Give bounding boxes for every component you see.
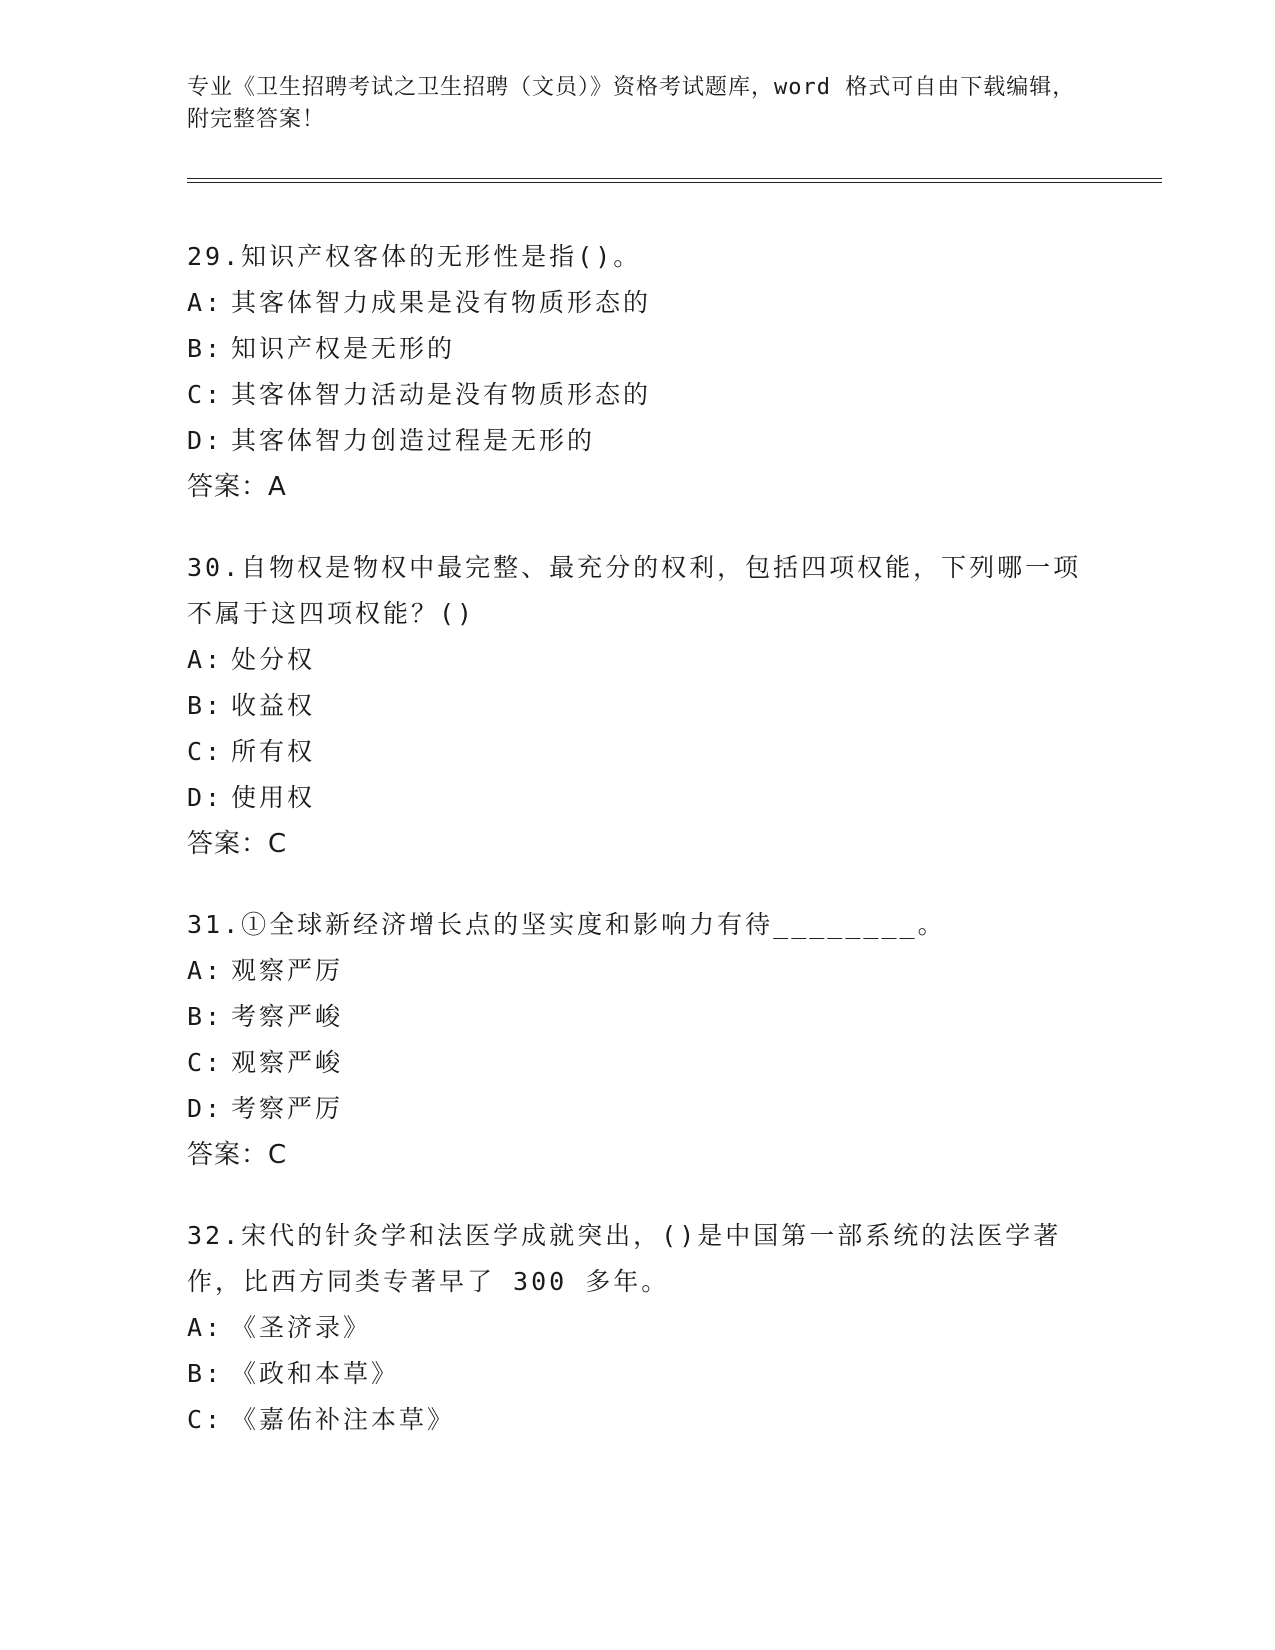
question-30 (187, 545, 1087, 867)
option-c (187, 1040, 1087, 1086)
question-29 (187, 234, 1087, 510)
option-d (187, 1086, 1087, 1132)
option-b (187, 994, 1087, 1040)
option-c (187, 1397, 1087, 1443)
option-d (187, 418, 1087, 464)
document-header: 专业《卫生招聘考试之卫生招聘（文员）》资格考试题库，word 格式可自由下载编辑，附完整答案！ (187, 75, 1076, 132)
question-title: 31.①全球新经济增长点的坚实度和影响力有待________。 (187, 910, 946, 939)
header-divider (187, 178, 1162, 183)
option-text: 其客体智力成果是没有物质形态的 (231, 288, 652, 317)
option-text: 《圣济录》 (231, 1313, 372, 1342)
option-text: 《嘉佑补注本草》 (231, 1405, 456, 1434)
option-text: 考察严峻 (231, 1002, 344, 1031)
question-title: 29.知识产权客体的无形性是指()。 (187, 242, 642, 271)
option-text: 收益权 (231, 691, 316, 720)
option-b (187, 326, 1087, 372)
option-letter: C: (187, 1405, 224, 1434)
option-text: 《政和本草》 (231, 1359, 400, 1388)
option-letter: A: (187, 1313, 224, 1342)
option-letter: B: (187, 1359, 224, 1388)
question-title: 30.自物权是物权中最完整、最充分的权利，包括四项权能，下列哪一项不属于这四项权能？() (187, 553, 1082, 628)
option-a (187, 637, 1087, 683)
answer-line: 答案：C (187, 829, 288, 859)
answer-line: 答案：C (187, 1140, 288, 1170)
option-text: 其客体智力创造过程是无形的 (231, 426, 596, 455)
option-d (187, 775, 1087, 821)
option-letter: B: (187, 691, 224, 720)
option-a (187, 1305, 1087, 1351)
option-letter: A: (187, 288, 224, 317)
option-c (187, 372, 1087, 418)
option-text: 其客体智力活动是没有物质形态的 (231, 380, 652, 409)
option-text: 使用权 (231, 783, 316, 812)
answer-line: 答案：A (187, 472, 287, 502)
option-letter: D: (187, 1094, 224, 1123)
option-text: 知识产权是无形的 (231, 334, 456, 363)
question-title: 32.宋代的针灸学和法医学成就突出，()是中国第一部系统的法医学著作，比西方同类专著早了 300 多年。 (187, 1221, 1062, 1296)
option-text: 考察严厉 (231, 1094, 344, 1123)
option-c (187, 729, 1087, 775)
question-32 (187, 1213, 1087, 1443)
option-a (187, 280, 1087, 326)
option-letter: B: (187, 1002, 224, 1031)
option-letter: C: (187, 1048, 224, 1077)
option-letter: A: (187, 645, 224, 674)
option-a (187, 948, 1087, 994)
option-letter: C: (187, 737, 224, 766)
question-31 (187, 902, 1087, 1178)
question-list (187, 234, 1087, 1478)
option-letter: B: (187, 334, 224, 363)
option-letter: D: (187, 783, 224, 812)
option-text: 观察严厉 (231, 956, 344, 985)
option-text: 所有权 (231, 737, 316, 766)
option-letter: C: (187, 380, 224, 409)
option-letter: D: (187, 426, 224, 455)
option-letter: A: (187, 956, 224, 985)
option-text: 处分权 (231, 645, 316, 674)
option-b (187, 1351, 1087, 1397)
option-text: 观察严峻 (231, 1048, 344, 1077)
option-b (187, 683, 1087, 729)
